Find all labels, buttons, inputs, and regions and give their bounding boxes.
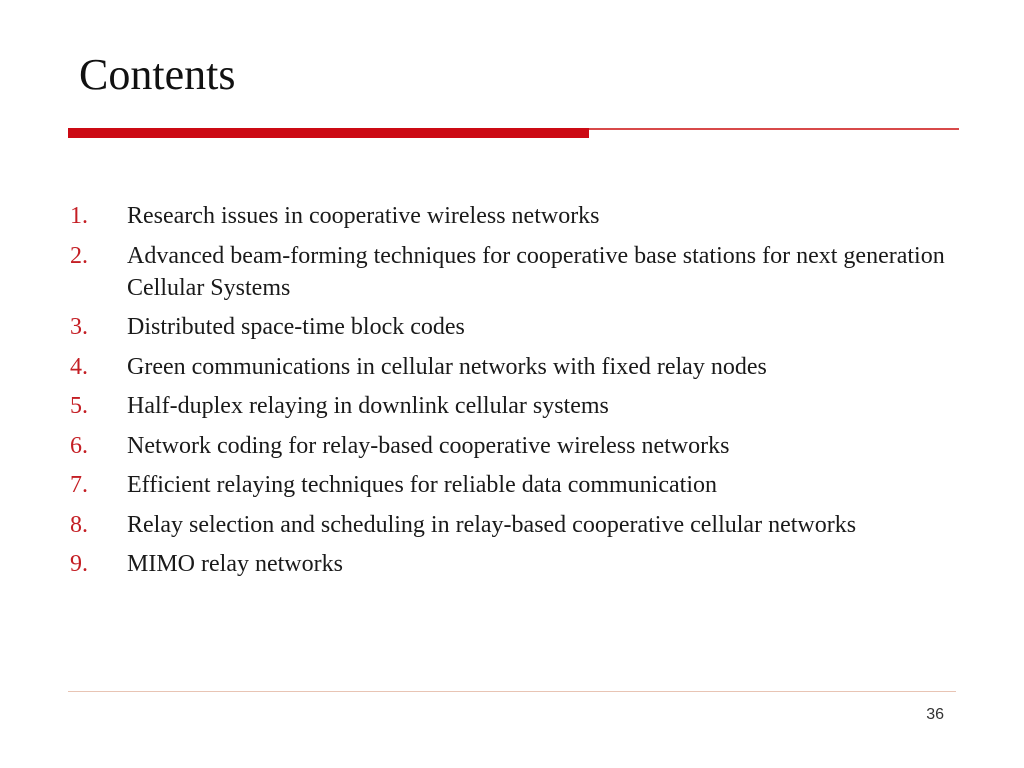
item-number: 5. [70, 393, 88, 419]
contents-item-7 [70, 469, 950, 501]
item-text: Half-duplex relaying in downlink cellular systems [127, 393, 609, 419]
item-text: Relay selection and scheduling in relay-based cooperative cellular networks [127, 511, 857, 538]
footer-rule [68, 691, 956, 692]
item-text: Distributed space-time block codes [127, 314, 465, 340]
item-text: Green communications in cellular networks with fixed relay nodes [127, 353, 767, 380]
slide-title: Contents [79, 50, 236, 99]
contents-item-5 [70, 390, 950, 422]
contents-list [70, 200, 950, 588]
item-text: Research issues in cooperative wireless networks [127, 203, 600, 229]
item-text: Efficient relaying techniques for reliable data communication [127, 472, 717, 498]
item-number: 7. [70, 472, 88, 498]
title-underline-thick [68, 128, 589, 138]
item-text: Advanced beam-forming techniques for cooperative base stations for next generation Cellular Systems [127, 242, 945, 301]
item-number: 6. [70, 432, 88, 459]
contents-item-1 [70, 200, 950, 232]
contents-item-2 [70, 240, 950, 304]
item-number: 9. [70, 551, 88, 577]
item-number: 1. [70, 203, 88, 229]
contents-item-3 [70, 311, 950, 343]
contents-item-4 [70, 351, 950, 383]
item-text: MIMO relay networks [127, 551, 343, 577]
page-number: 36 [926, 706, 944, 723]
item-number: 2. [70, 242, 88, 269]
item-number: 8. [70, 511, 88, 538]
item-number: 4. [70, 353, 88, 380]
item-number: 3. [70, 314, 88, 340]
contents-item-9 [70, 548, 950, 580]
contents-item-8 [70, 509, 950, 541]
item-text: Network coding for relay-based cooperative wireless networks [127, 432, 730, 459]
contents-item-6 [70, 430, 950, 462]
title-underline-thin [589, 128, 959, 130]
